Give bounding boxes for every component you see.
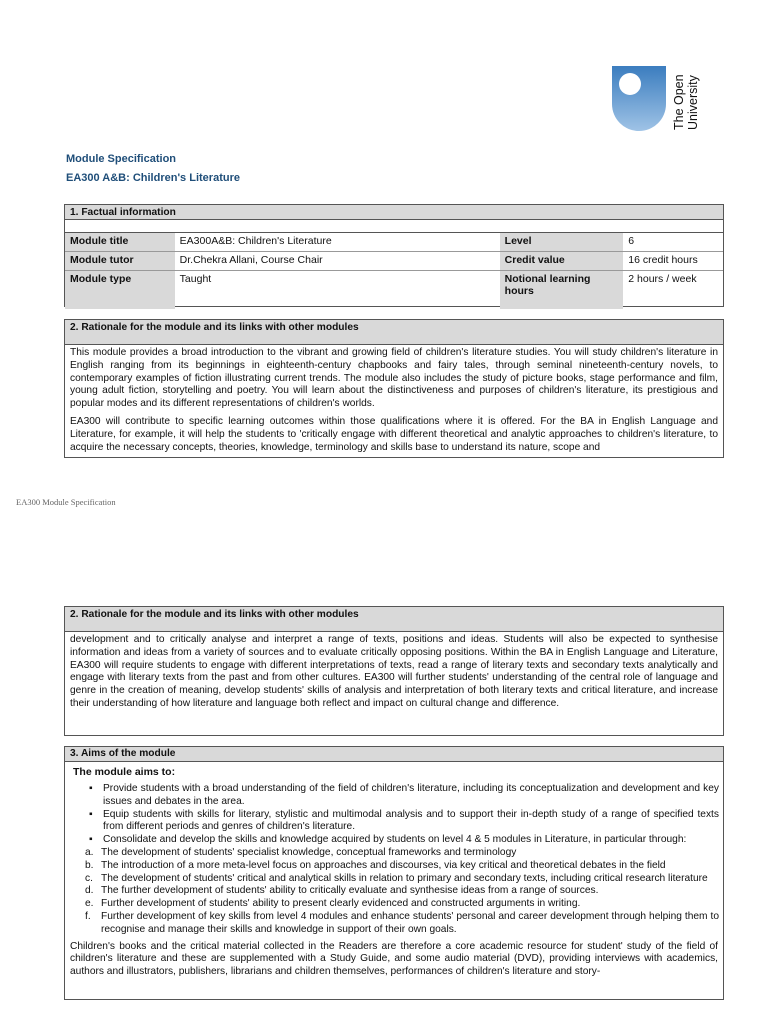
row-value: EA300A&B: Children's Literature [179,235,332,247]
row-value-2: 2 hours / week [628,273,697,285]
logo-wordmark [672,64,706,130]
item-marker: d. [85,885,94,897]
list-item [85,898,723,911]
item-text: The development of students' critical and analytical skills in relation to primary and secondary texts, including critical research literature [101,872,708,884]
row-label-2: Level [500,233,624,251]
factual-spacer [65,220,723,233]
aims-intro: The module aims to: [73,766,176,778]
item-text: The introduction of a more meta-level focus on approaches and discourses, via key critical and theoretical debates in the field [101,859,666,871]
page-footer: EA300 Module Specification [16,497,116,507]
row-label-2: Credit value [500,252,624,270]
list-item: ▪ Provide students with a broad understanding of the field of children's literature, including its conceptualization and development and key issues and debates in the area. [103,783,723,809]
logo-line-1: The Open [672,74,686,130]
rationale-section [64,319,724,458]
rationale-paragraph-2: EA300 will contribute to specific learning outcomes within those qualifications where it is offered. For the BA in English Language and Literature, for example, it will help the students to 'critically engage with different theoretical and analytic approaches to children's literature, to acquire the necessary concepts, theories, knowledge, terminology and skills base to understand its nature, scope and [70,415,718,453]
row-value-2: 6 [628,235,635,247]
list-item [85,910,723,937]
factual-info-table [64,204,724,307]
table-row [65,252,723,271]
row-value-2: 16 credit hours [628,254,698,266]
row-value: Taught [179,273,212,285]
list-item [85,872,723,886]
item-text: The further development of students' ability to critically evaluate and synthesise ideas from a range of sources. [101,885,599,897]
item-marker: c. [85,872,93,884]
list-item [85,859,723,873]
rationale-paragraph-1: This module provides a broad introduction to the vibrant and growing field of children's literature studies. You will study children's literature in English ranging from its beginnings in eighteenth-century chapbooks and fairy tales, through seminal nineteenth-century novels, to contemporary examples of fiction illustrating current trends. The module also includes the study of picture books, stage performance and film, young adult fiction, storytelling and poetry. You will learn about the distinctiveness and purposes of children's literature, its prestigious and popular modes and its different representations of children's worlds. [70,347,718,410]
table-row [65,271,723,309]
table-row [65,233,723,252]
aims-closing-paragraph: Children's books and the critical material collected in the Readers are therefore a core academic resource for student' study of the field of children's literature and these are supplemented with a Study Guide, and some audio material (DVD), providing interviews with academics, authors and illustrators, publishers, librarians and children themselves, performances of children's literature and story- [70,940,718,978]
item-marker: b. [85,859,94,871]
rationale-continued-heading: 2. Rationale for the module and its links with other modules [65,607,723,632]
row-label: Module type [65,271,175,309]
item-text: Further development of students' ability to present clearly evidenced and constructed arguments in writing. [101,898,581,910]
spec-title: Module Specification [66,153,177,165]
row-label-2: Notional learning hours [500,271,624,309]
aims-lettered-list [65,847,723,937]
rationale-continued-paragraph: development and to critically analyse and interpret a range of texts, positions and ideas. Students will also be expected to synthesise information and ideas from a variety of sources and to evaluate critically opposing positions. Within the BA in English Language and Literature, EA300 will require students to engage with different interpretations of texts, read a range of literary texts and secondary texts analytically and engage with literary texts from the past and from other cultures. EA300 will further students' understanding of the central role of language and genre in the creation of meaning, develop students' skills of analysis and interpretation of both literary texts and critical literature, and increase their understanding of how literature and language both reflect and impact on cultural change and difference. [70,634,718,709]
factual-heading: 1. Factual information [65,205,723,220]
item-marker: a. [85,846,94,858]
aims-section [64,746,724,1000]
list-item: ▪ Consolidate and develop the skills and knowledge acquired by students on level 4 & 5 modules in Literature, in particular through: [103,834,723,847]
list-item [85,846,723,860]
rationale-heading: 2. Rationale for the module and its links with other modules [65,320,723,345]
item-marker: e. [85,898,94,910]
item-marker: f. [85,910,91,922]
item-text: The development of students' specialist knowledge, conceptual frameworks and terminology [101,846,517,858]
aims-heading: 3. Aims of the module [65,747,723,762]
row-value: Dr.Chekra Allani, Course Chair [179,254,323,266]
list-item: ▪ Equip students with skills for literary, stylistic and multimodal analysis and to support their in-depth study of a range of specified texts from different periods and genres of children's literature. [103,809,723,835]
list-item [85,885,723,898]
item-text: Further development of key skills from level 4 modules and enhance students' personal and career development through helping them to recognise and manage their skills and knowledge in support of their own goals. [101,910,719,935]
logo-line-2: University [686,75,700,130]
module-name: EA300 A&B: Children's Literature [66,172,240,184]
rationale-continued-section [64,606,724,736]
aims-bullet-list [65,783,723,847]
row-label: Module title [65,233,175,251]
row-label: Module tutor [65,252,175,270]
